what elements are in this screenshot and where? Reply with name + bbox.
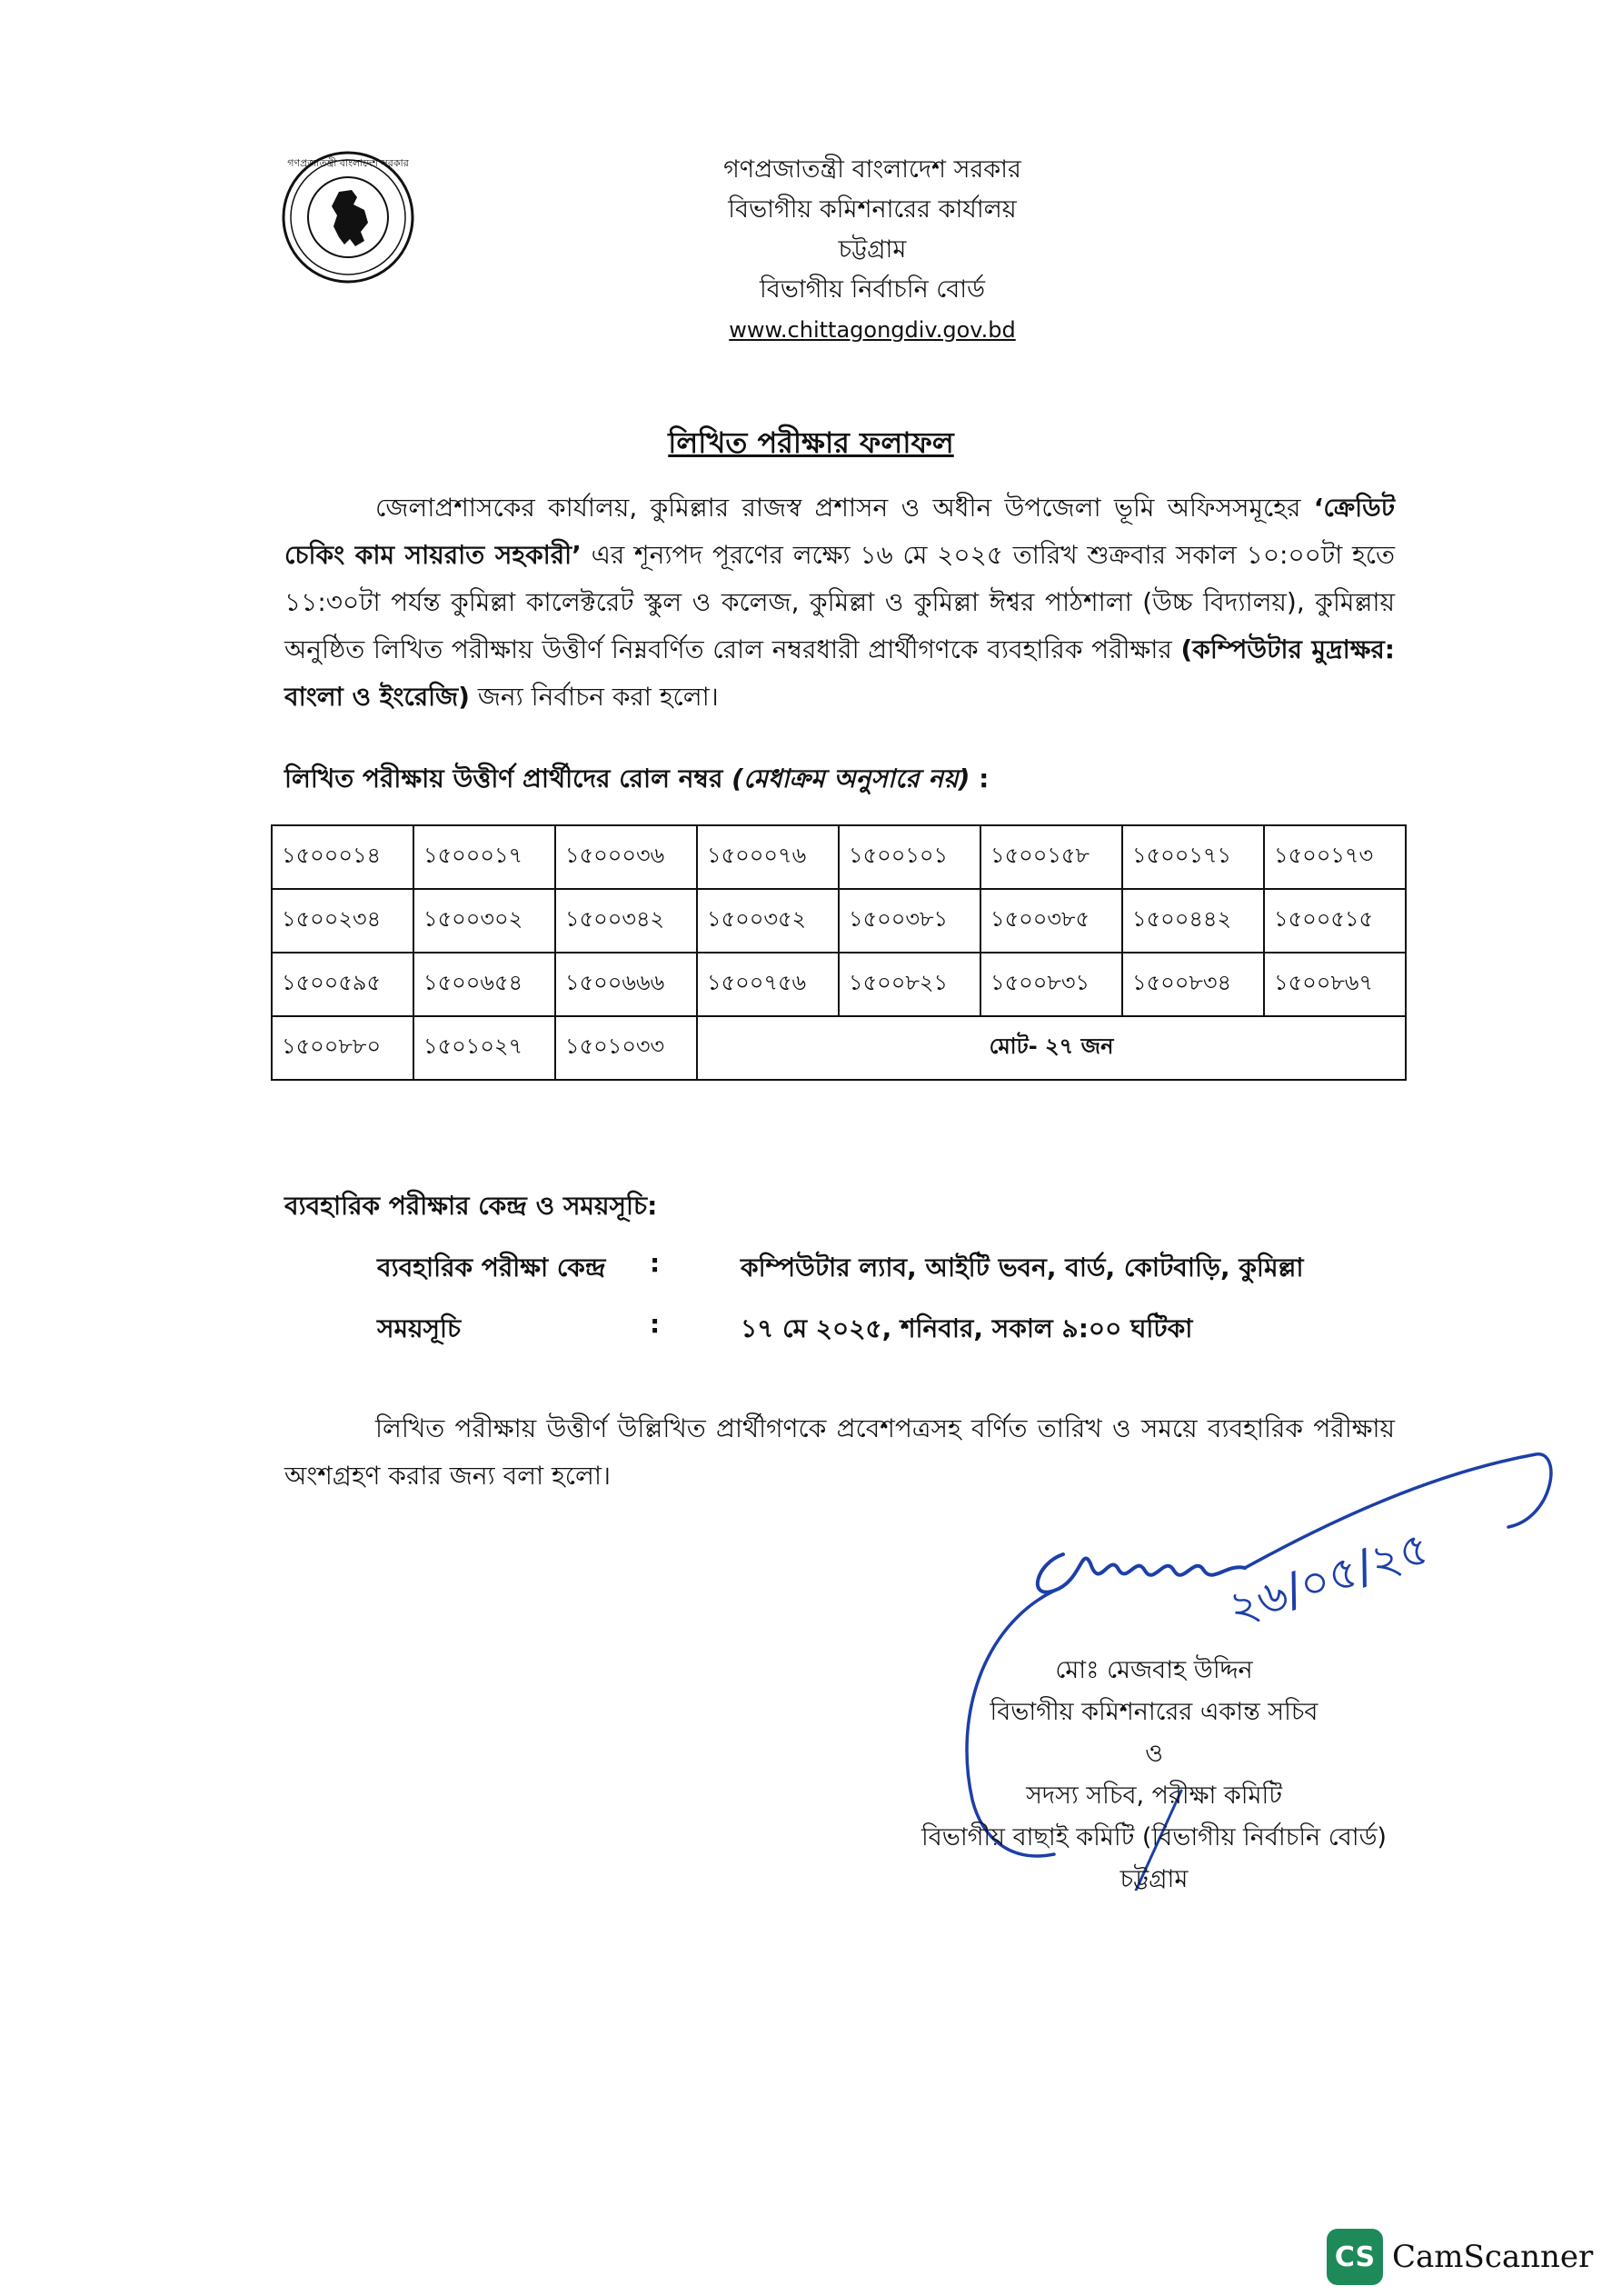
rolls-heading-main: লিখিত পরীক্ষায় উত্তীর্ণ প্রার্থীদের রোল নম্বর [284, 764, 732, 794]
signatory-designation-1: বিভাগীয় কমিশনারের একান্ত সচিব [990, 1698, 1318, 1726]
center-colon: : [650, 1248, 661, 1278]
intro-part-1: জেলাপ্রশাসকের কার্যালয়, কুমিল্লার রাজস্ব প্রশাসন ও অধীন উপজেলা ভূমি অফিসসমূহের [375, 493, 1314, 523]
signatory-place: চট্টগ্রাম [1119, 1865, 1189, 1893]
signatory-designation-2: সদস্য সচিব, পরীক্ষা কমিটি [1026, 1782, 1282, 1810]
camscanner-text: CamScanner [1392, 2239, 1594, 2275]
table-row [272, 953, 1406, 1016]
signatory-conjunction: ও [1145, 1740, 1163, 1768]
roll-cell: ১৫০০৩৫২ [697, 889, 839, 953]
roll-cell: ১৫০০০১৭ [413, 825, 555, 889]
roll-cell: ১৫০০৮৩১ [980, 953, 1122, 1016]
signatory-name: মোঃ মেজবাহ উদ্দিন [1055, 1656, 1253, 1684]
roll-cell: ১৫০০৮২১ [839, 953, 980, 1016]
roll-cell: ১৫০০৩৮১ [839, 889, 980, 953]
roll-cell: ১৫০১০২৭ [413, 1016, 555, 1080]
government-seal-icon [281, 150, 415, 285]
total-count-cell: মোট- ২৭ জন [697, 1016, 1406, 1080]
rolls-heading-note: (মেধাক্রম অনুসারে নয়) [731, 764, 970, 794]
roll-cell: ১৫০০২৩৪ [272, 889, 413, 953]
intro-part-3: জন্য নির্বাচন করা হলো। [469, 682, 719, 712]
roll-cell: ১৫০০৭৫৬ [697, 953, 839, 1016]
letterhead [618, 150, 1127, 350]
signature-block [818, 1650, 1490, 1901]
intro-paragraph [284, 484, 1395, 721]
signatory-designation-3: বিভাগীয় বাছাই কমিটি (বিভাগীয় নির্বাচনি বোর্ড) [921, 1823, 1387, 1852]
header-line-2: বিভাগীয় কমিশনারের কার্যালয় [728, 195, 1017, 224]
rolls-heading-suffix: : [970, 764, 990, 794]
roll-cell: ১৫০০৮৮০ [272, 1016, 413, 1080]
signature-date: ২৬/০৫/২৫ [1221, 1521, 1437, 1636]
roll-cell: ১৫০০৫১৫ [1264, 889, 1406, 953]
time-label: সময়সূচি [377, 1313, 462, 1343]
header-line-1: গণপ্রজাতন্ত্রী বাংলাদেশ সরকার [723, 155, 1021, 184]
exam-name: (কম্পিউটার মুদ্রাক্ষর: বাংলা ও ইংরেজি) [284, 634, 1395, 712]
header-line-4: বিভাগীয় নির্বাচনি বোর্ড [760, 275, 985, 304]
table-row [272, 1016, 1406, 1080]
header-line-3: চট্টগ্রাম [838, 235, 907, 264]
website-link[interactable]: www.chittagongdiv.gov.bd [729, 317, 1016, 343]
roll-cell: ১৫০০১৭৩ [1264, 825, 1406, 889]
schedule-heading: ব্যবহারিক পরীক্ষার কেন্দ্র ও সময়সূচি: [284, 1191, 658, 1221]
roll-cell: ১৫০০০৩৬ [555, 825, 697, 889]
roll-cell: ১৫০০১০১ [839, 825, 980, 889]
roll-cell: ১৫০০১৫৮ [980, 825, 1122, 889]
camscanner-icon: CS [1327, 2229, 1383, 2285]
roll-cell: ১৫০০০৭৬ [697, 825, 839, 889]
roll-number-table [271, 824, 1407, 1081]
center-value: কম্পিউটার ল্যাব, আইটি ভবন, বার্ড, কোটবাড়ি, কুমিল্লা [741, 1253, 1304, 1283]
roll-cell: ১৫০০১৭১ [1122, 825, 1264, 889]
roll-cell: ১৫০১০৩৩ [555, 1016, 697, 1080]
roll-cell: ১৫০০৩০২ [413, 889, 555, 953]
roll-cell: ১৫০০৩৪২ [555, 889, 697, 953]
intro-part-2: এর শূন্যপদ পূরণের লক্ষ্যে ১৬ মে ২০২৫ তারিখ শুক্রবার সকাল ১০:০০টা হতে ১১:৩০টা পর্যন্ত কুমিল্লা কালেক্টরেট স্কুল ও কলেজ, কুমিল্লা ও কুমিল্লা ঈশ্বর পাঠশালা (উচ্চ বিদ্যালয়), কুমিল্লায় অনুষ্ঠিত লিখিত পরীক্ষায় উত্তীর্ণ নিম্নবর্ণিত রোল নম্বরধারী প্রার্থীগণকে ব্যবহারিক পরীক্ষার [284, 540, 1395, 664]
roll-cell: ১৫০০৫৯৫ [272, 953, 413, 1016]
time-value: ১৭ মে ২০২৫, শনিবার, সকাল ৯:০০ ঘটিকা [741, 1313, 1193, 1343]
post-name: ‘ক্রেডিট চেকিং কাম সায়রাত সহকারী’ [284, 493, 1395, 570]
camscanner-watermark [1327, 2229, 1593, 2285]
roll-cell: ১৫০০৮৬৭ [1264, 953, 1406, 1016]
roll-cell: ১৫০০৮৩৪ [1122, 953, 1264, 1016]
roll-cell: ১৫০০৪৪২ [1122, 889, 1264, 953]
table-row [272, 889, 1406, 953]
table-row [272, 825, 1406, 889]
seal-text: গণপ্রজাতন্ত্রী বাংলাদেশ সরকার [287, 157, 409, 169]
center-label: ব্যবহারিক পরীক্ষা কেন্দ্র [377, 1253, 606, 1283]
closing-paragraph: লিখিত পরীক্ষায় উত্তীর্ণ উল্লিখিত প্রার্থীগণকে প্রবেশপত্রসহ বর্ণিত তারিখ ও সময়ে ব্যবহারিক পরীক্ষায় অংশগ্রহণ করার জন্য বলা হলো। [284, 1413, 1395, 1491]
roll-cell: ১৫০০৬৫৪ [413, 953, 555, 1016]
time-colon: : [650, 1309, 661, 1339]
rolls-heading [284, 759, 989, 802]
roll-cell: ১৫০০৩৮৫ [980, 889, 1122, 953]
document-title: লিখিত পরীক্ষার ফলাফল [668, 425, 954, 460]
roll-cell: ১৫০০০১৪ [272, 825, 413, 889]
roll-cell: ১৫০০৬৬৬ [555, 953, 697, 1016]
